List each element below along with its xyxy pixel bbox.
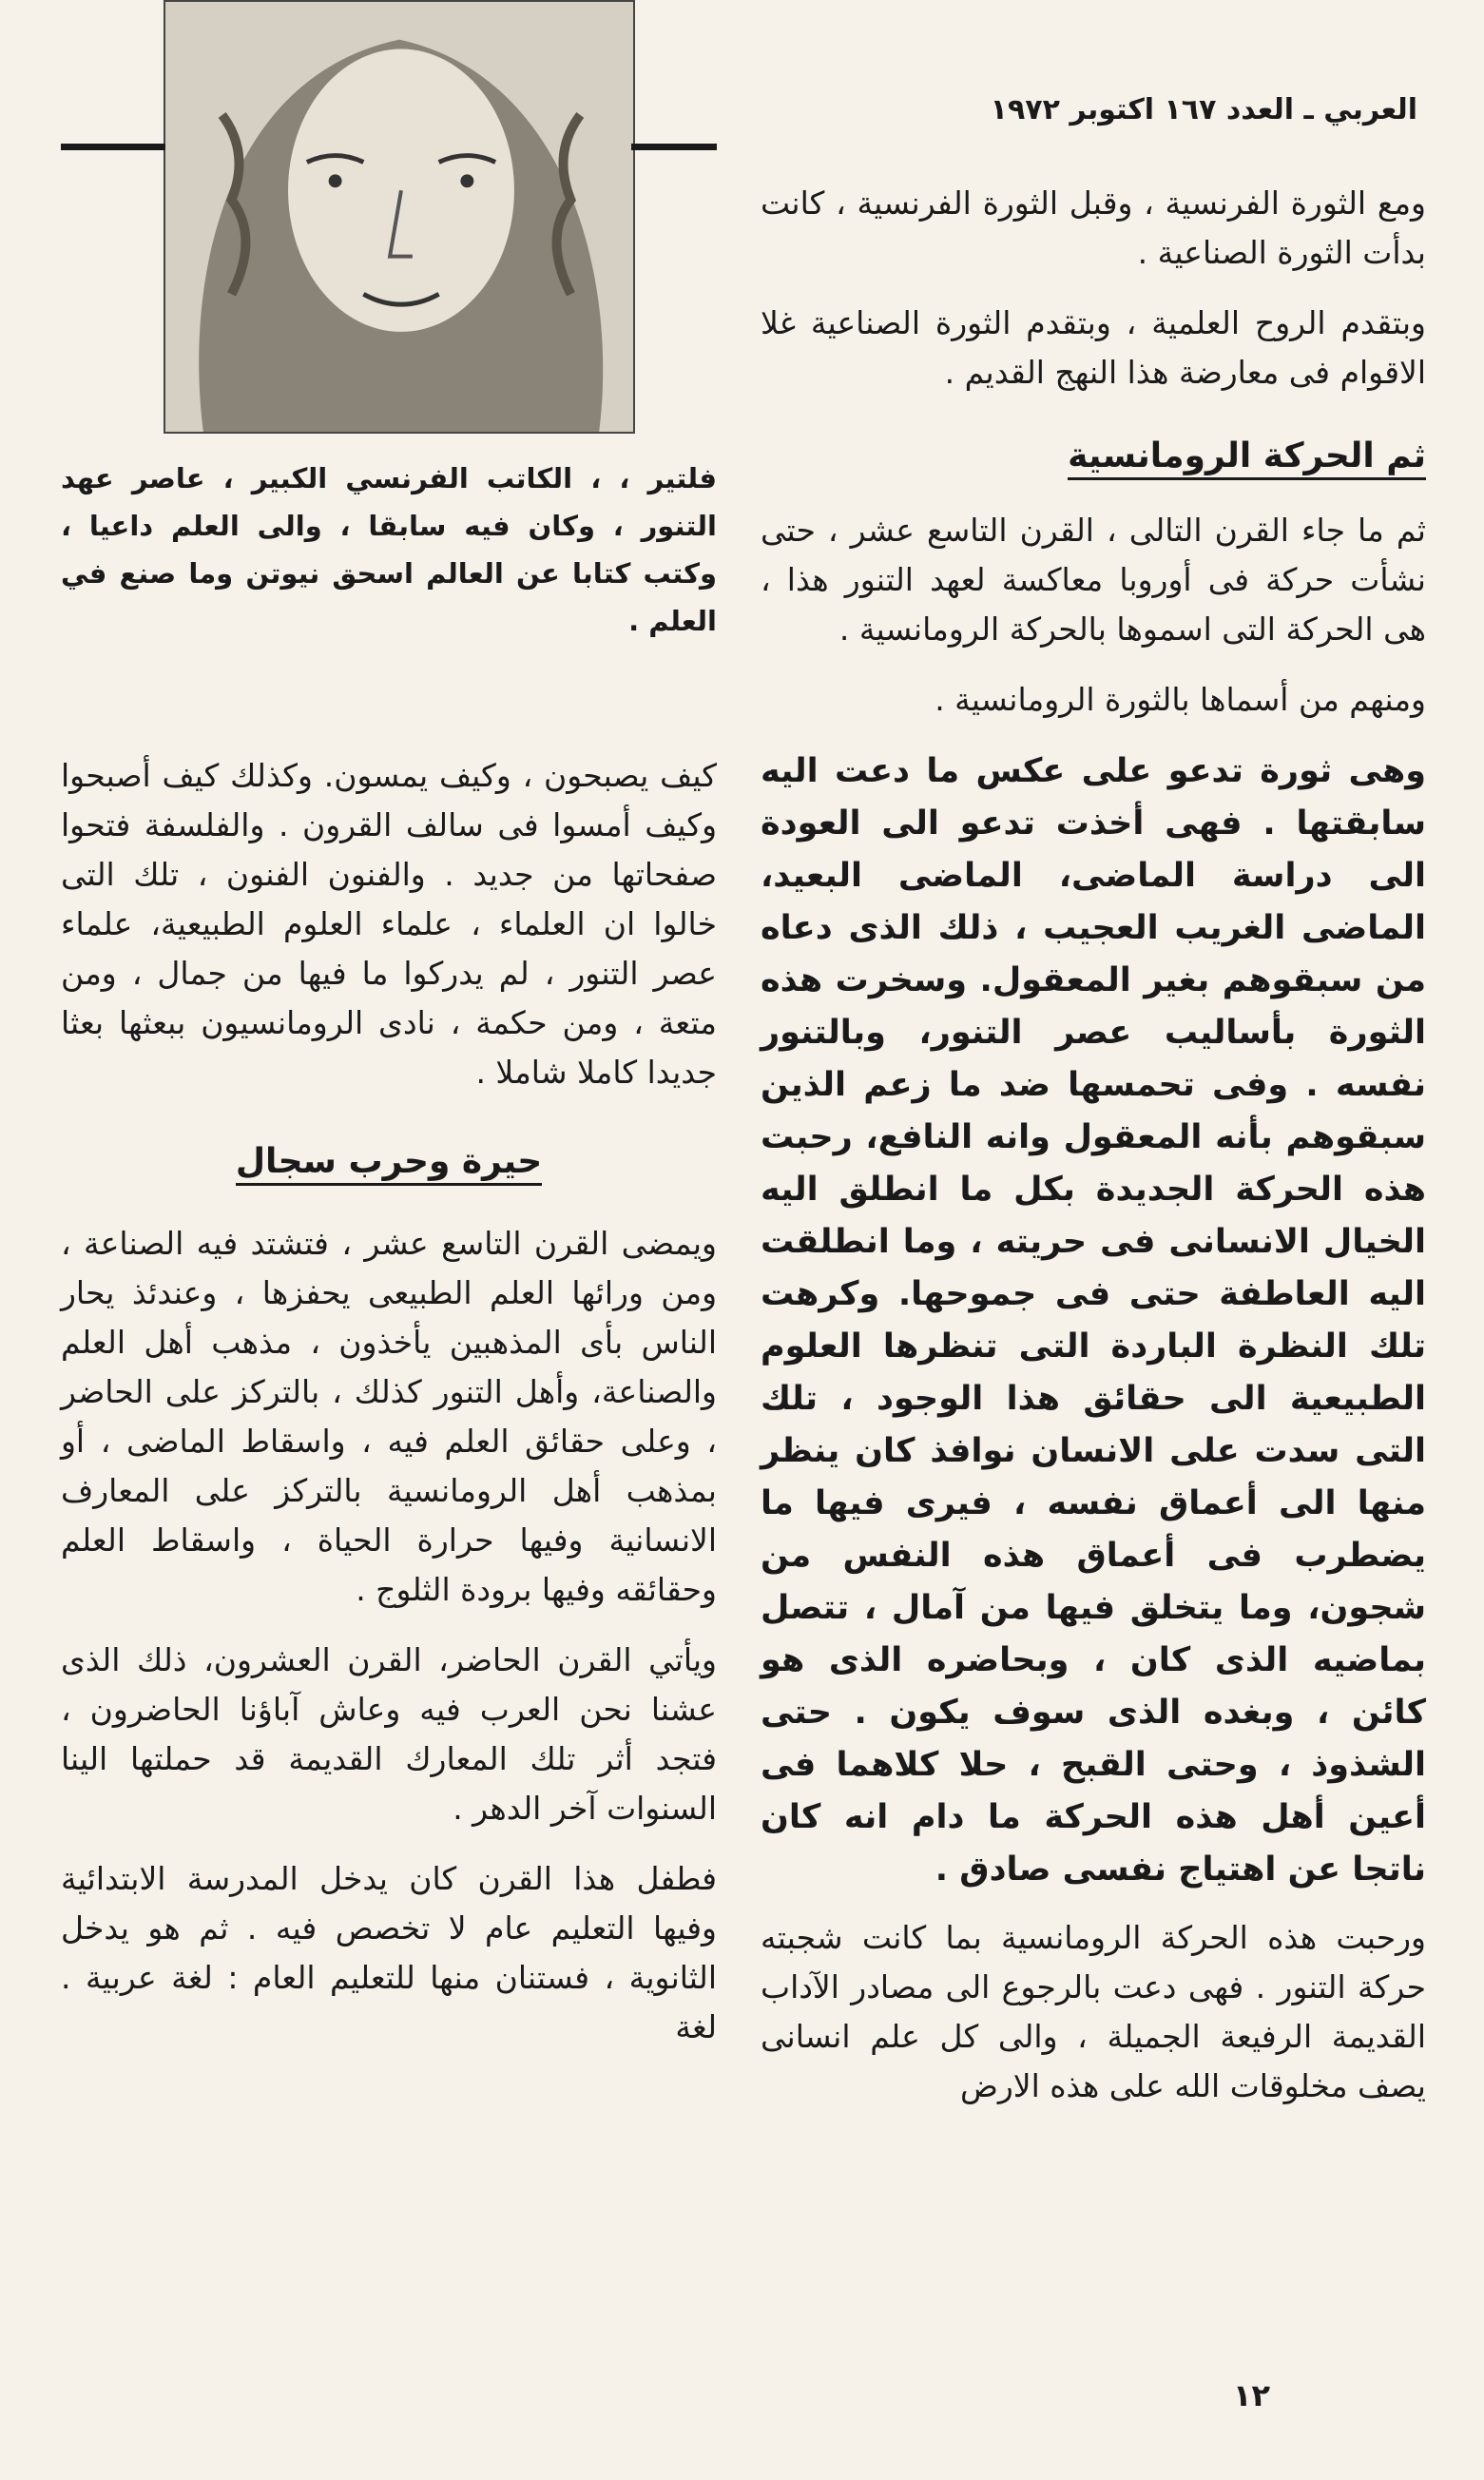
bold-paragraph: وهى ثورة تدعو على عكس ما دعت اليه سابقتها . فهى أخذت تدعو الى العودة الى دراسة الماضى، الماضى البعيد، الماضى الغريب العجيب ، ذلك الذى دعاه من سبقوهم بغير المعقول. وسخرت هذه الثورة بأساليب عصر التنور، وبالتنور نفسه . وفى تحمسها ضد ما زعم الذين سبقوهم بأنه المعقول وانه النافع، رحبت هذه الحركة الجديدة بكل ما انطلق اليه الخيال الانسانى فى حريته ، وما انطلقت اليه العاطفة حتى فى جموحها. وكرهت تلك النظرة الباردة التى تنظرها العلوم الطبيعية الى حقائق هذا الوجود ، تلك التى سدت على الانسان نوافذ كان ينظر منها الى أعماق نفسه ، فيرى فيها ما يضطرب فى أعماق هذه النفس من شجون، وما يتخلق فيها من آمال ، تتصل بماضيه الذى كان ، وبحاضره الذى هو كائن ، وبغده الذى سوف يكون . حتى الشذوذ ، وحتى القبح ، حلا كلاهما فى أعين أهل هذه الحركة ما دام انه كان ناتجا عن اهتياج نفسى صادق . [761,752,1426,1889]
left-column [61,751,717,2073]
paragraph: فطفل هذا القرن كان يدخل المدرسة الابتدائية وفيها التعليم عام لا تخصص فيه . ثم هو يدخل الثانوية ، فستنان منها للتعليم العام : لغة عربية . لغة [61,1860,717,2045]
page-number: ١٢ [1232,2377,1270,2413]
section-heading [761,428,1426,485]
section-heading-text: ثم الحركة الرومانسية [1068,436,1426,480]
portrait-caption: فلتير ، ، الكاتب الفرنسي الكبير ، عاصر عهد التنور ، وكان فيه سابقا ، والى العلم داعيا ، وكتب كتابا عن العالم اسحق نيوتن وما صنع في العلم . [61,462,717,637]
portrait-icon [165,2,633,432]
portrait-illustration [164,0,635,434]
paragraph: ومنهم من أسماها بالثورة الرومانسية . [935,681,1426,718]
paragraph: ثم ما جاء القرن التالى ، القرن التاسع عشر ، حتى نشأت حركة فى أوروبا معاكسة لعهد التنور هذا ، هى الحركة التى اسموها بالحركة الرومانسية . [761,512,1426,648]
section-heading [61,1133,717,1191]
paragraph: كيف يصبحون ، وكيف يمسون. وكذلك كيف أصبحوا وكيف أمسوا فى سالف القرون . والفلسفة فتحوا صفحاتها من جديد . والفنون الفنون ، تلك التى خالوا ان العلماء ، علماء العلوم الطبيعية، علماء عصر التنور ، لم يدركوا ما فيها من جمال ، ومن متعة ، ومن حكمة ، نادى الرومانسيون ببعثها بعثا جديدا كاملا شاملا . [61,757,717,1091]
paragraph: ورحبت هذه الحركة الرومانسية بما كانت شجبته حركة التنور . فهى دعت بالرجوع الى مصادر الآداب القديمة الرفيعة الجميلة ، والى كل علم انسانى يصف مخلوقات الله على هذه الارض [761,1919,1426,2104]
paragraph: ويأتي القرن الحاضر، القرن العشرون، ذلك الذى عشنا نحن العرب فيه وعاش آباؤنا الحاضرون ، فتجد أثر تلك المعارك القديمة قد حملتها الينا السنوات آخر الدهر . [61,1641,717,1827]
header-rule-right [631,144,717,150]
right-column [761,179,1426,2132]
masthead: العربي ـ العدد ١٦٧ اكتوبر ١٩٧٢ [990,93,1417,126]
paragraph: ومع الثورة الفرنسية ، وقبل الثورة الفرنسية ، كانت بدأت الثورة الصناعية . [761,184,1426,271]
paragraph: ويمضى القرن التاسع عشر ، فتشتد فيه الصناعة ، ومن ورائها العلم الطبيعى يحفزها ، وعندئذ يحار الناس بأى المذهبين يأخذون ، مذهب أهل العلم والصناعة، وأهل التنور كذلك ، بالتركز على الحاضر ، وعلى حقائق العلم فيه ، واسقاط الماضى ، أو بمذهب أهل الرومانسية بالتركز على المعارف الانسانية وفيها حرارة الحياة ، واسقاط العلم وحقائقه وفيها برودة الثلوج . [61,1225,717,1608]
header-rule [61,144,165,150]
section-heading-text: حيرة وحرب سجال [236,1142,542,1186]
paragraph: وبتقدم الروح العلمية ، وبتقدم الثورة الصناعية غلا الاقوام فى معارضة هذا النهج القديم . [761,304,1426,391]
